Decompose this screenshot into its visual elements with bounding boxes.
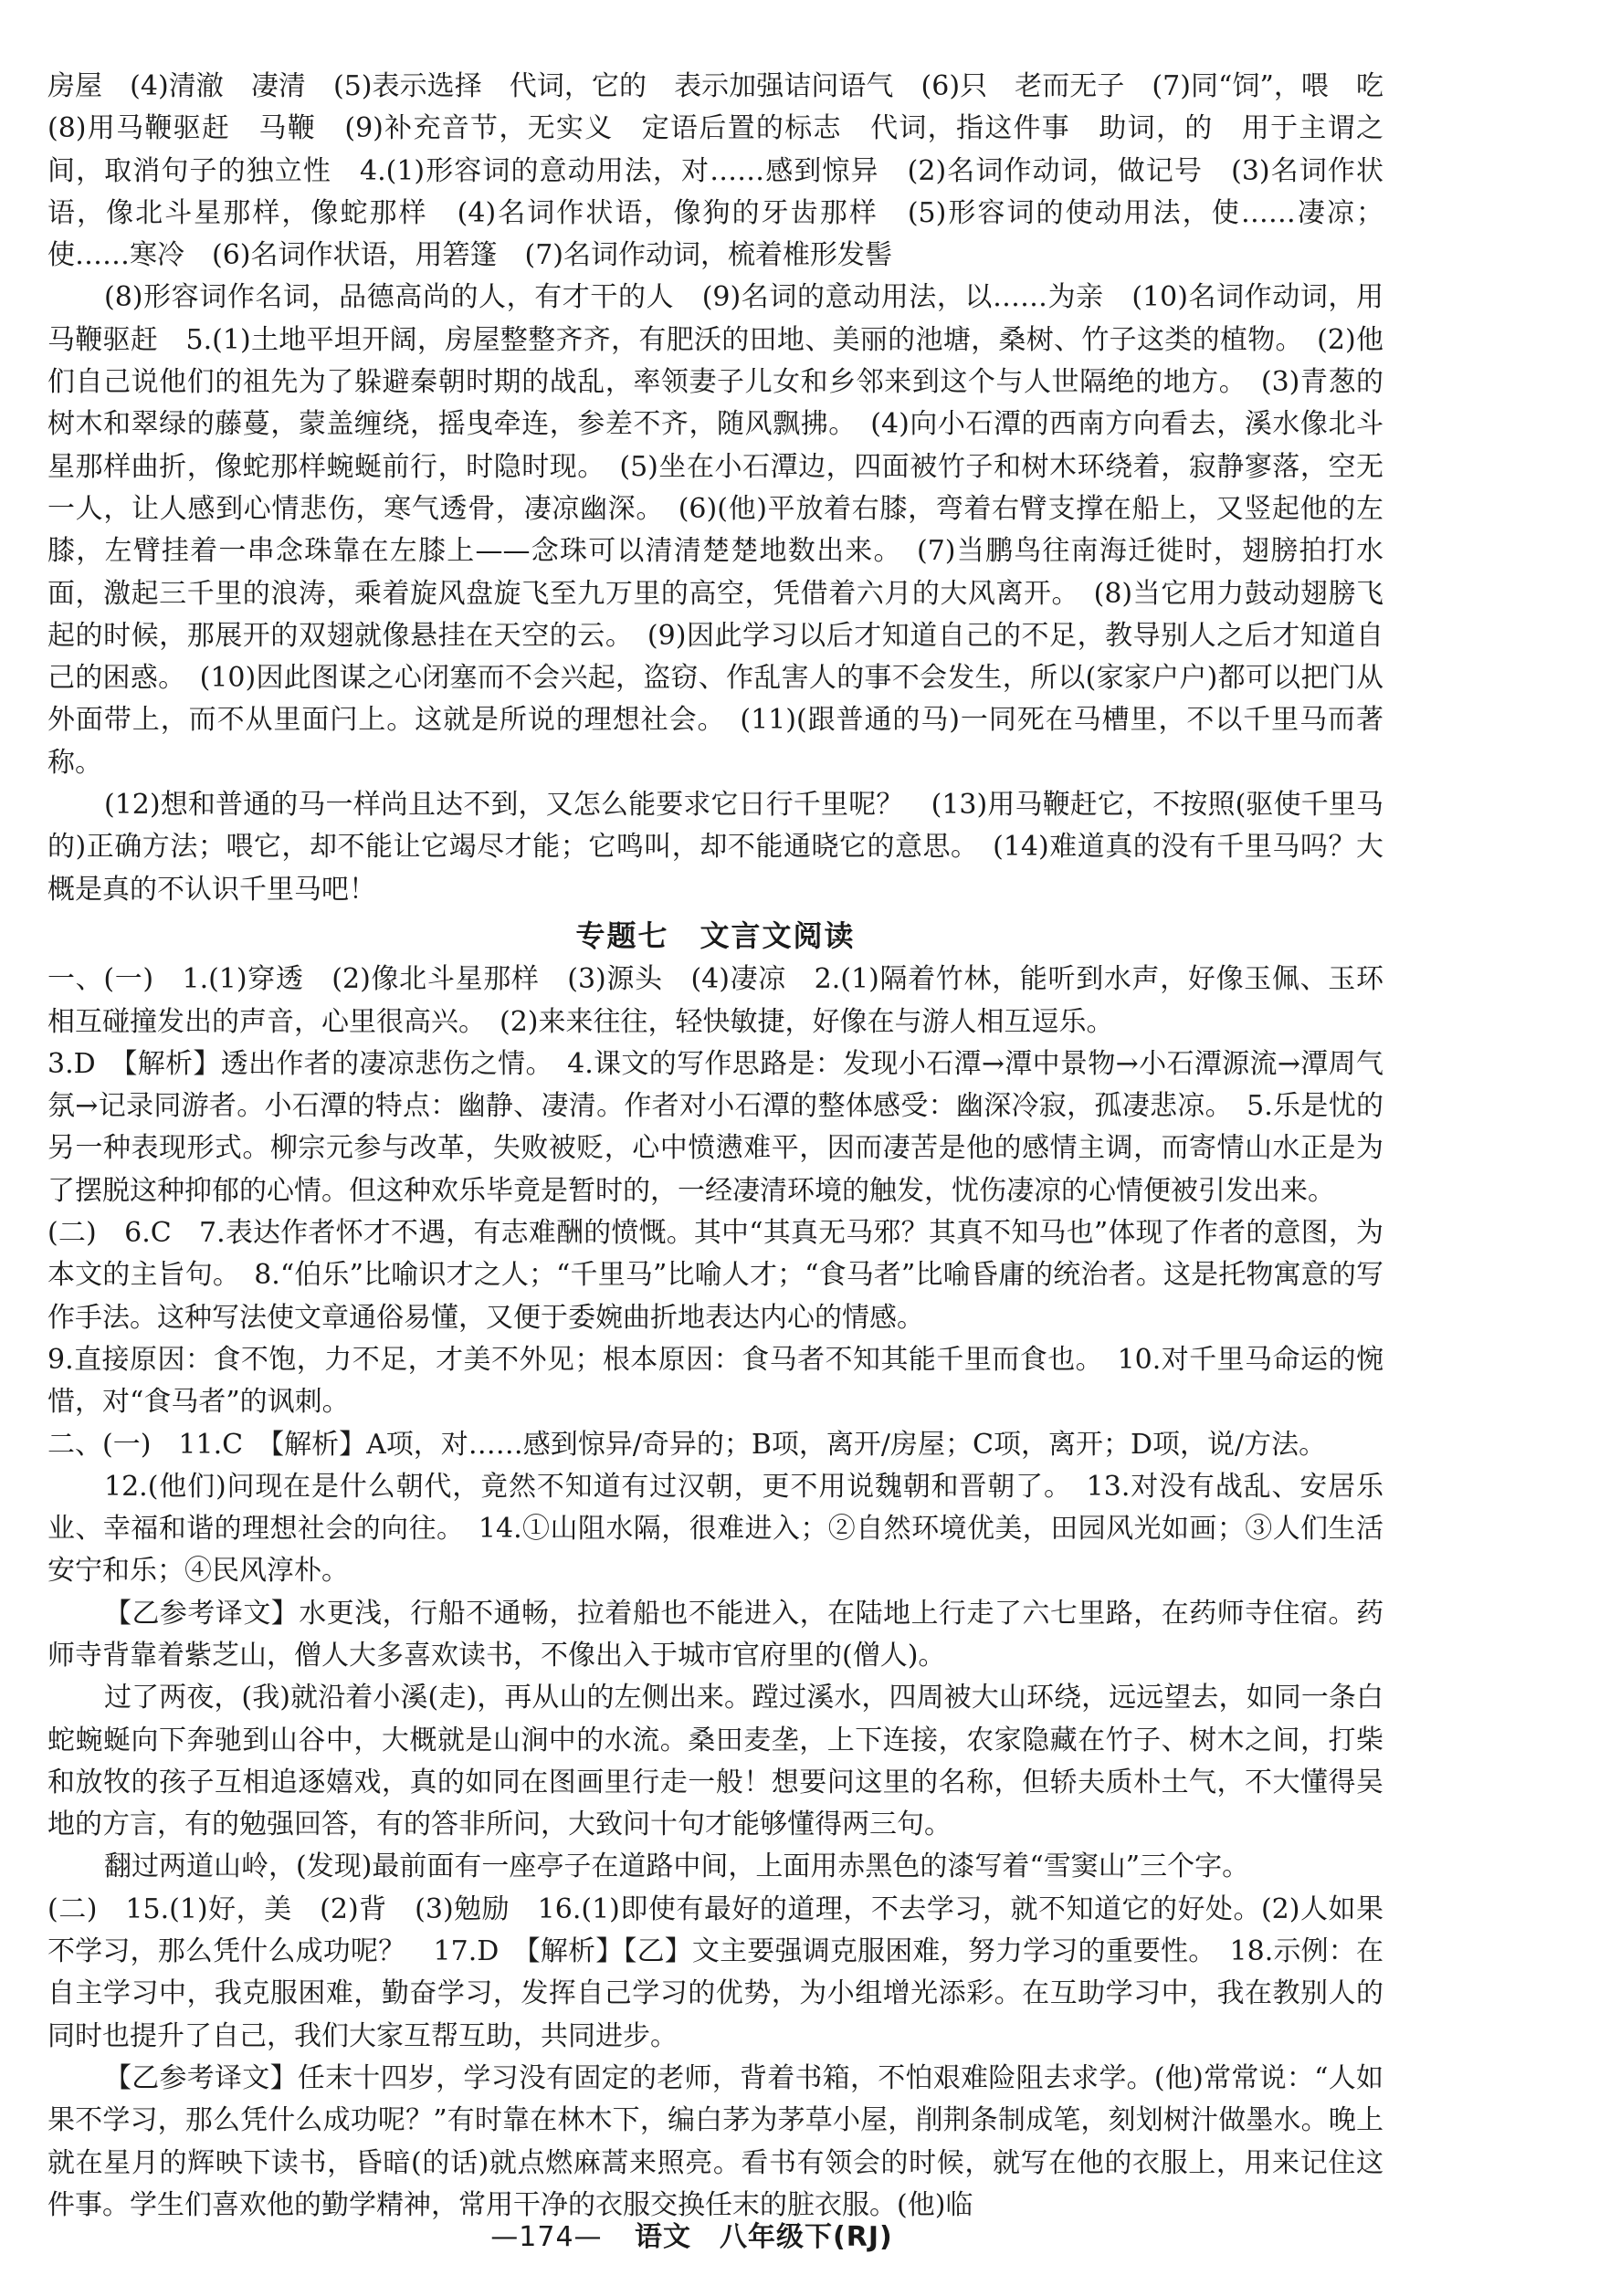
answer-paragraph: 9.直接原因：食不饱，力不足，才美不外见；根本原因：食马者不知其能千里而食也。 10.对千里马命运的惋惜，对“食马者”的讽刺。 <box>47 1343 1383 1419</box>
answer-paragraph: (二) 15.(1)好，美 (2)背 (3)勉励 16.(1)即使有最好的道理，不去学习，就不知道它的好处。(2)人如果不学习，那么凭什么成功呢？ 17.D 【解析】【乙】文主要强调克服困难，努力学习的重要性。 18.示例：在自主学习中，我克服困难，勤奋学习，发挥自己学习的优势，为小组增光添彩。在互助学习中，我在教别人的同时也提升了自己，我们大家互帮互助，共同进步。 <box>47 1892 1383 2052</box>
reference-translation: 过了两夜，(我)就沿着小溪(走)，再从山的左侧出来。蹚过溪水，四周被大山环绕，远远望去，如同一条白蛇蜿蜒向下奔驰到山谷中，大概就是山涧中的水流。桑田麦垄，上下连接，农家隐藏在竹子、树木之间，打柴和放牧的孩子互相追逐嬉戏，真的如同在图画里行走一般！想要问这里的名称，但轿夫质朴土气，不大懂得吴地的方言，有的勉强回答，有的答非所问，大致问十句才能够懂得两三句。 <box>47 1682 1383 1841</box>
answer-paragraph: (12)想和普通的马一样尚且达不到，又怎么能要求它日行千里呢？ (13)用马鞭赶它，不按照(驱使千里马的)正确方法；喂它，却不能让它竭尽才能；它鸣叫，却不能通晓它的意思。 (14)难道真的没有千里马吗？大概是真的不认识千里马吧！ <box>47 789 1383 906</box>
reference-translation: 【乙参考译文】任末十四岁，学习没有固定的老师，背着书箱，不怕艰难险阻去求学。(他)常常说：“人如果不学习，那么凭什么成功呢？”有时靠在林木下，编白茅为茅草小屋，削荆条制成笔，刻划树汁做墨水。晚上就在星月的辉映下读书，昏暗(的话)就点燃麻蒿来照亮。看书有领会的时候，就写在他的衣服上，用来记住这件事。学生们喜欢他的勤学精神，常用干净的衣服交换任末的脏衣服。(他)临 <box>47 2061 1383 2221</box>
section-title: 专题七 文言文阅读 <box>575 917 856 953</box>
answer-paragraph: 3.D 【解析】透出作者的凄凉悲伤之情。 4.课文的写作思路是：发现小石潭→潭中景物→小石潭源流→潭周气氛→记录同游者。小石潭的特点：幽静、凄清。作者对小石潭的整体感受：幽深冷寂，孤凄悲凉。 5.乐是忧的另一种表现形式。柳宗元参与改革，失败被贬，心中愤懑难平，因而凄苦是他的感情主调，而寄情山水正是为了摆脱这种抑郁的心情。但这种欢乐毕竟是暂时的，一经凄清环境的触发，忧伤凄凉的心情便被引发出来。 <box>47 1047 1383 1207</box>
subject-label: 语文 八年级下(RJ) <box>635 2221 893 2253</box>
page-number: —174— <box>490 2221 603 2253</box>
answer-paragraph: 房屋 (4)清澈 凄清 (5)表示选择 代词，它的 表示加强诘问语气 (6)只 老而无子 (7)同“饲”，喂 吃 (8)用马鞭驱赶 马鞭 (9)补充音节，无实义 定语后置的标志 代词，指这件事 助词，的 用于主谓之间，取消句子的独立性 4.(1)形容词的意动用法，对……感到惊异 (2)名词作动词，做记号 (3)名词作状语，像北斗星那样，像蛇那样 (4)名词作状语，像狗的牙齿那样 (5)形容词的使动用法，使……凄凉；使……寒冷 (6)名词作状语，用箬篷 (7)名词作动词，梳着椎形发髻 <box>47 70 1411 272</box>
answer-paragraph: 一、(一) 1.(1)穿透 (2)像北斗星那样 (3)源头 (4)凄凉 2.(1)隔着竹林，能听到水声，好像玉佩、玉环相互碰撞发出的声音，心里很高兴。 (2)来来往往，轻快敏捷，好像在与游人相互逗乐。 <box>47 963 1383 1038</box>
answer-paragraph: (8)形容词作名词，品德高尚的人，有才干的人 (9)名词的意动用法，以……为亲 (10)名词作动词，用马鞭驱赶 5.(1)土地平坦开阔，房屋整整齐齐，有肥沃的田地、美丽的池塘，桑树、竹子这类的植物。 (2)他们自己说他们的祖先为了躲避秦朝时期的战乱，率领妻子儿女和乡邻来到这个与人世隔绝的地方。 (3)青葱的树木和翠绿的藤蔓，蒙盖缠绕，摇曳牵连，参差不齐，随风飘拂。 (4)向小石潭的西南方向看去，溪水像北斗星那样曲折，像蛇那样蜿蜒前行，时隐时现。 (5)坐在小石潭边，四面被竹子和树木环绕着，寂静寥落，空无一人，让人感到心情悲伤，寒气透骨，凄凉幽深。 (6)(他)平放着右膝，弯着右臂支撑在船上，又竖起他的左膝，左臂挂着一串念珠靠在左膝上——念珠可以清清楚楚地数出来。 (7)当鹏鸟往南海迁徙时，翅膀拍打水面，激起三千里的浪涛，乘着旋风盘旋飞至九万里的高空，凭借着六月的大风离开。 (8)当它用力鼓动翅膀飞起的时候，那展开的双翅就像悬挂在天空的云。 (9)因此学习以后才知道自己的不足，教导别人之后才知道自己的困惑。 (10)因此图谋之心闭塞而不会兴起，盗窃、作乱害人的事不会发生，所以(家家户户)都可以把门从外面带上，而不从里面闩上。这就是所说的理想社会。 (11)(跟普通的马)一同死在马槽里，不以千里马而著称。 <box>47 281 1383 779</box>
page-footer <box>0 2217 1383 2259</box>
answer-paragraph: 12.(他们)问现在是什么朝代，竟然不知道有过汉朝，更不用说魏朝和晋朝了。 13.对没有战乱、安居乐业、幸福和谐的理想社会的向往。 14.①山阻水隔，很难进入；②自然环境优美，田园风光如画；③人们生活安宁和乐；④民风淳朴。 <box>47 1470 1383 1588</box>
reference-translation: 【乙参考译文】水更浅，行船不通畅，拉着船也不能进入，在陆地上行走了六七里路，在药师寺住宿。药师寺背靠着紫芝山，僧人大多喜欢读书，不像出入于城市官府里的(僧人)。 <box>47 1597 1383 1672</box>
answer-paragraph: (二) 6.C 7.表达作者怀才不遇，有志难酬的愤慨。其中“其真无马邪？其真不知马也”体现了作者的意图，为本文的主旨句。 8.“伯乐”比喻识才之人；“千里马”比喻人才；“食马者”比喻昏庸的统治者。这是托物寓意的写作手法。这种写法使文章通俗易懂，又便于委婉曲折地表达内心的情感。 <box>47 1217 1383 1334</box>
reference-translation: 翻过两道山岭，(发现)最前面有一座亭子在道路中间，上面用赤黑色的漆写着“雪窦山”三个字。 <box>104 1850 1250 1883</box>
answer-paragraph: 二、(一) 11.C 【解析】A项，对……感到惊异/奇异的；B项，离开/房屋；C项，离开；D项，说/方法。 <box>47 1428 1327 1461</box>
